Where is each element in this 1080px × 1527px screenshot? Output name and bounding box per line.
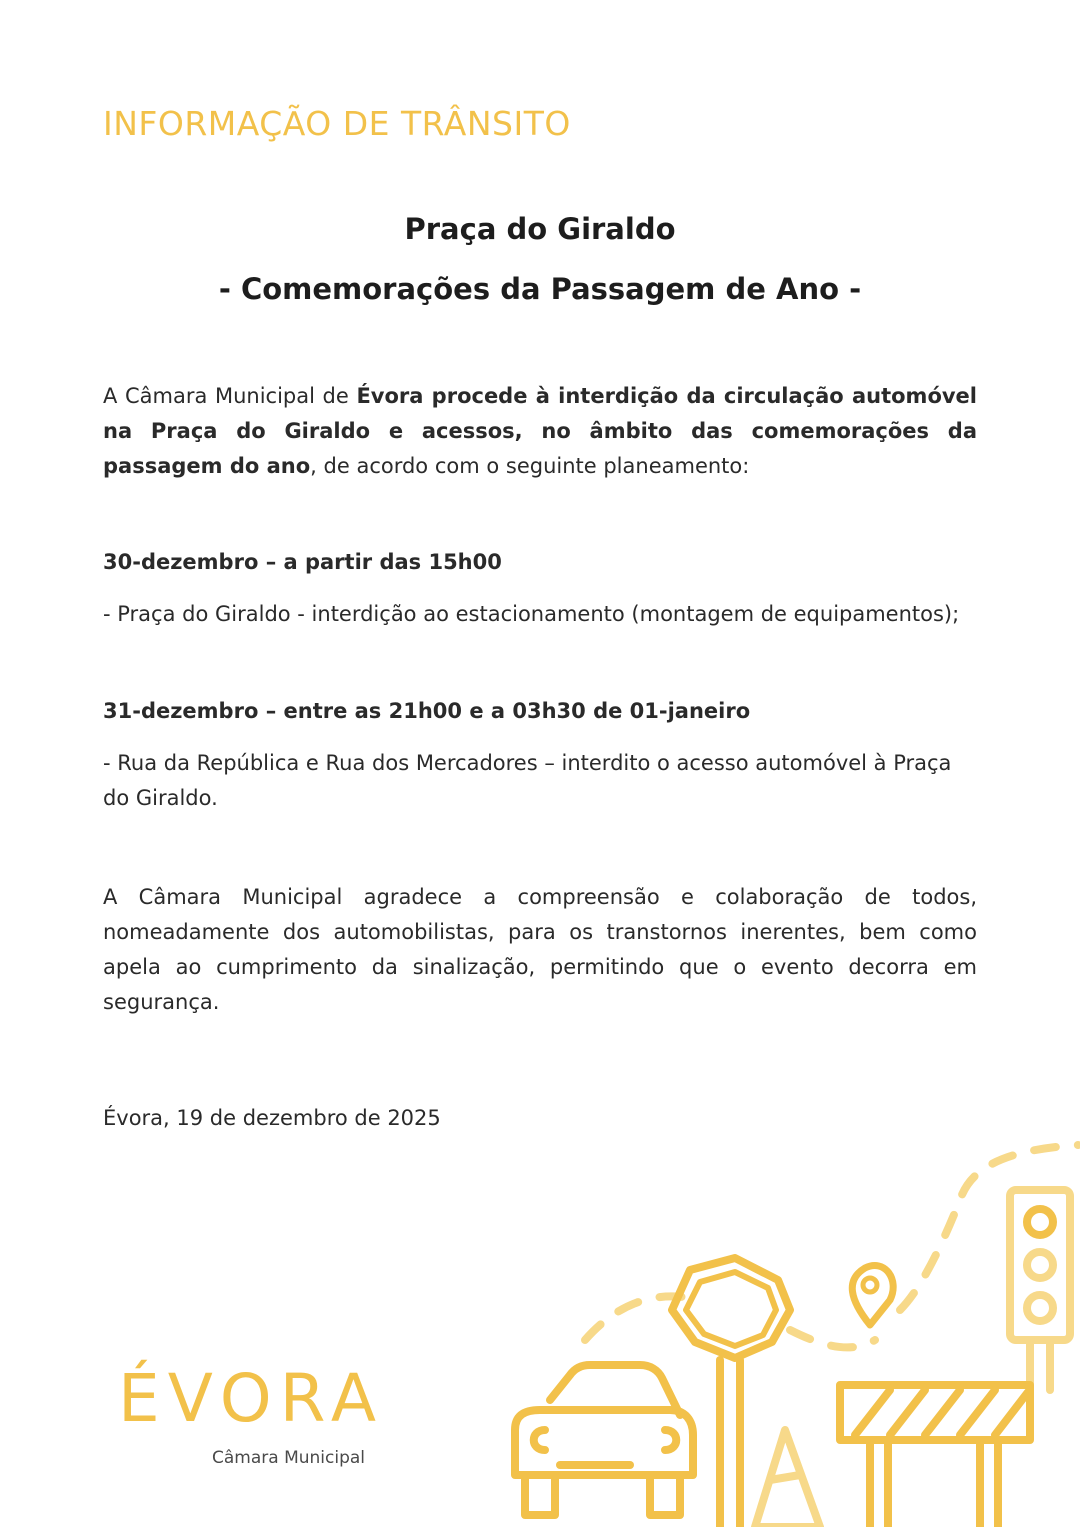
document-kicker: INFORMAÇÃO DE TRÂNSITO (103, 104, 571, 143)
intro-lead: A Câmara Municipal de (103, 384, 357, 408)
intro-tail: , de acordo com o seguinte planeamento: (310, 454, 750, 478)
logo-subtitle: Câmara Municipal (212, 1448, 366, 1468)
schedule-detail-1: - Praça do Giraldo - interdição ao estacionamento (montagem de equipamentos); (103, 602, 960, 626)
schedule-heading-1: 30-dezembro – a partir das 15h00 (103, 550, 502, 574)
location-pin-icon (852, 1266, 893, 1325)
traffic-illustration (500, 1130, 1080, 1527)
intro-paragraph (103, 379, 977, 484)
evora-logo-wordmark: ÉVORA (118, 1360, 384, 1437)
thanks-paragraph: A Câmara Municipal agradece a compreensão e colaboração de todos, nomeadamente dos automobilistas, para os transtornos inerentes, bem como apela ao cumprimento da sinalização, permitindo que o evento decorra em segurança. (103, 885, 977, 1014)
document-title: Praça do Giraldo (404, 212, 676, 246)
schedule-detail-2: - Rua da República e Rua dos Mercadores – interdito o acesso automóvel à Praça do Giraldo. (103, 751, 952, 810)
intro-bold: Évora procede à interdição da circulação automóvel na Praça do Giraldo e acessos, no âmbito das comemorações da passagem do ano (103, 384, 977, 478)
dashed-route-path (585, 1145, 1078, 1347)
schedule-heading-2: 31-dezembro – entre as 21h00 e a 03h30 de 01-janeiro (103, 699, 751, 723)
date-line: Évora, 19 de dezembro de 2025 (103, 1106, 441, 1130)
document-subtitle: - Comemorações da Passagem de Ano - (218, 272, 862, 306)
